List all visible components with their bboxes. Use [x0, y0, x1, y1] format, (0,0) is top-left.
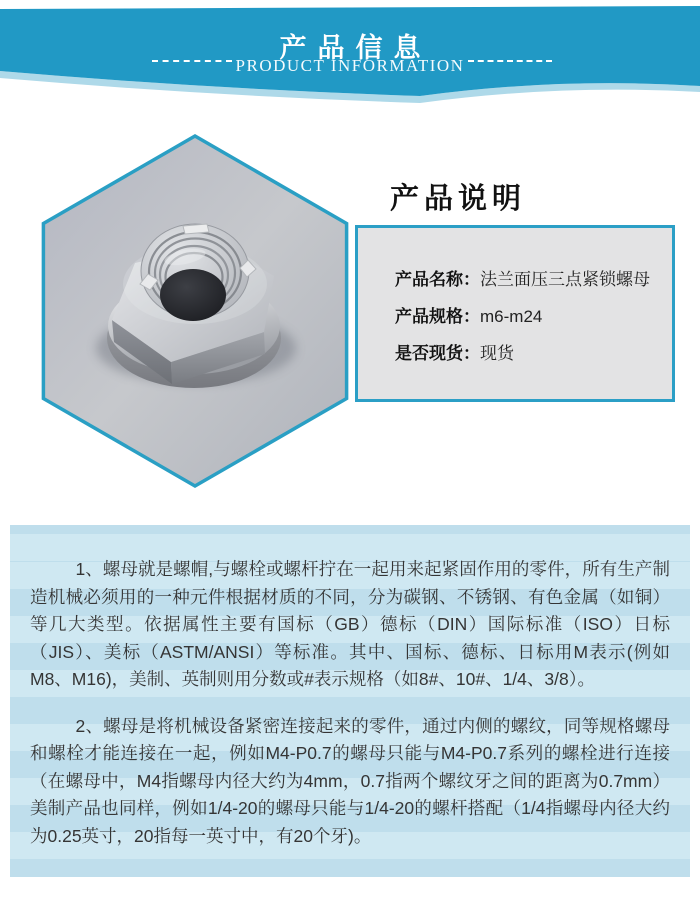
spec-row-stock [395, 342, 672, 379]
spec-label: 是否现货： [395, 344, 480, 363]
spec-row-name [395, 268, 672, 305]
banner-dash-right [468, 60, 552, 62]
banner-dash-left [152, 60, 232, 62]
product-photo-hexagon [36, 132, 354, 490]
spec-box [355, 225, 675, 402]
description-paragraph-2: 2、螺母是将机械设备紧密连接起来的零件，通过内侧的螺纹，同等规格螺母和螺栓才能连接在一起，例如M4-P0.7的螺母只能与M4-P0.7系列的螺栓进行连接（在螺母中，M4指螺母内径大约为4mm，0.7指两个螺纹牙之间的距离为0.7mm）美制产品也同样，例如1/4-20的螺母只能与1/4-20的螺杆搭配（1/4指螺母内径大约为0.25英寸，20指每一英寸中，有20个牙)。 [30, 715, 670, 846]
banner-title: 产品信息 [279, 33, 432, 63]
banner [0, 0, 700, 110]
banner-subtitle: PRODUCT INFORMATION [235, 56, 465, 75]
spec-value: m6-m24 [480, 307, 543, 326]
spec-row-size [395, 305, 672, 342]
spec-label: 产品名称： [395, 270, 480, 289]
hex-flange-nut-photo [36, 132, 354, 490]
description-paragraph-1: 1、螺母就是螺帽,与螺栓或螺杆拧在一起用来起紧固作用的零件，所有生产制造机械必须用的一种元件根据材质的不同，分为碳钢、不锈钢、有色金属（如铜）等几大类型。依据属性主要有国标（GB）德标（DIN）国际标准（ISO）日标（JIS）、美标（ASTM/ANSI）等标准。其中、国标、德标、日标用M表示(例如M8、M16)，美制、英制则用分数或#表示规格（如8#、10#、1/4、3/8）。 [30, 559, 670, 689]
description-panel [10, 525, 690, 877]
section-heading: 产品说明 [390, 183, 527, 215]
spec-label: 产品规格： [395, 307, 480, 326]
spec-value: 现货 [480, 344, 514, 363]
spec-value: 法兰面压三点紧锁螺母 [480, 270, 650, 289]
